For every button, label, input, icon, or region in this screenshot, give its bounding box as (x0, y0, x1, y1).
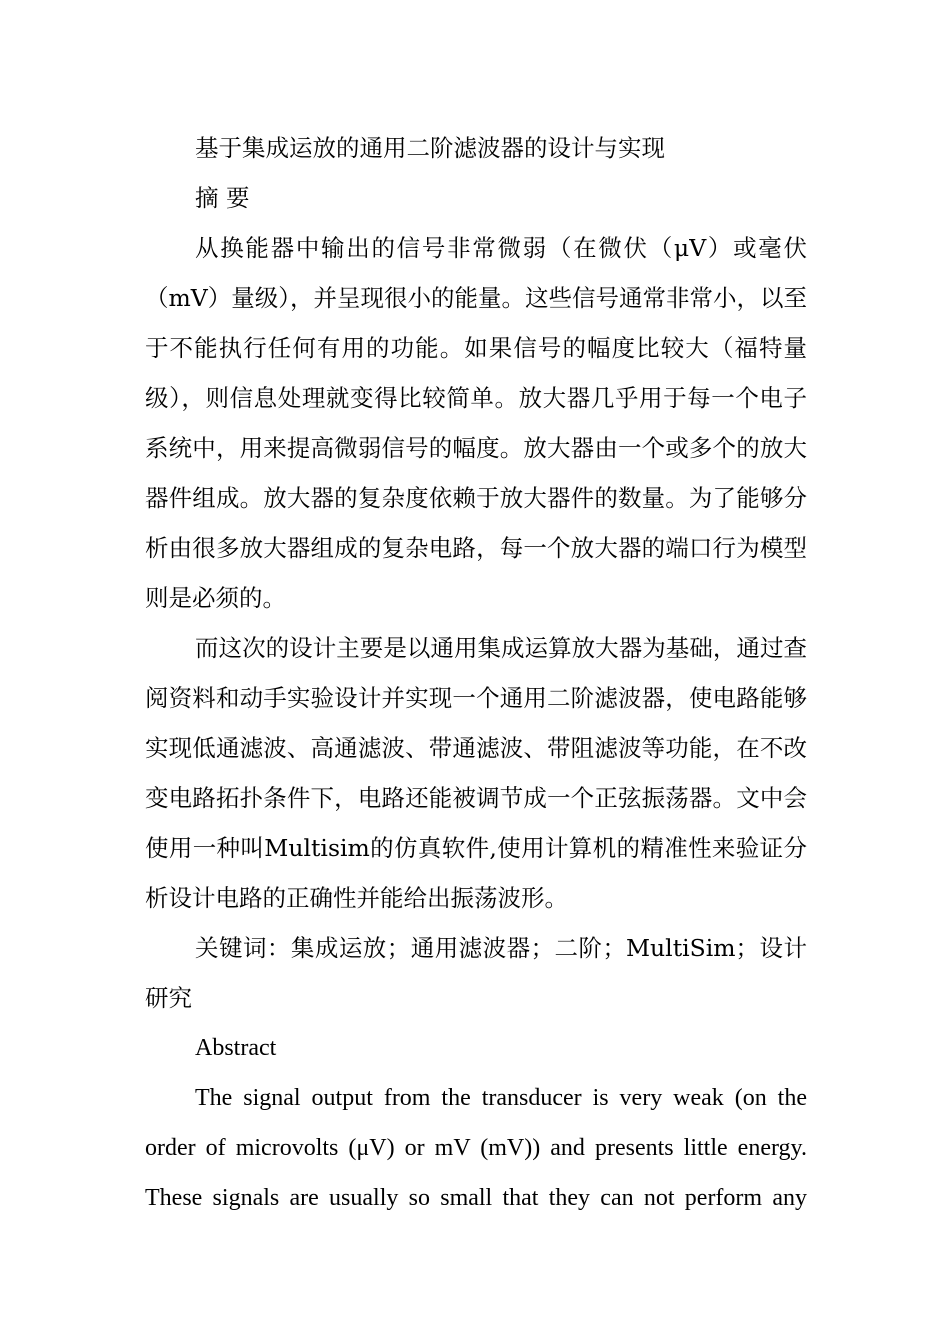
document-title: 基于集成运放的通用二阶滤波器的设计与实现 (195, 134, 665, 162)
english-abstract-heading: Abstract (195, 1035, 277, 1061)
abstract-heading: 摘 要 (195, 184, 250, 212)
abstract-paragraph-2: 而这次的设计主要是以通用集成运算放大器为基础，通过查阅资料和动手实验设计并实现一个通用二阶滤波器，使电路能够实现低通滤波、高通滤波、带通滤波、带阻滤波等功能，在不改变电路拓扑条件下，电路还能被调节成一个正弦振荡器。文中会使用一种叫Multisim的仿真软件,使用计算机的精准性来验证分析设计电路的正确性并能给出振荡波形。 (145, 634, 807, 912)
abstract-paragraph-1: 从换能器中输出的信号非常微弱（在微伏（μV）或毫伏（mV）量级），并呈现很小的能量。这些信号通常非常小，以至于不能执行任何有用的功能。如果信号的幅度比较大（福特量级），则信息处理就变得比较简单。放大器几乎用于每一个电子系统中，用来提高微弱信号的幅度。放大器由一个或多个的放大器件组成。放大器的复杂度依赖于放大器件的数量。为了能够分析由很多放大器组成的复杂电路，每一个放大器的端口行为模型则是必须的。 (145, 234, 808, 612)
english-abstract-paragraph: The signal output from the transducer is very weak (on the order of microvolts (μV) or mV (mV)) and presents little energy. These signals are usually so small that they can not perform any (145, 1085, 807, 1211)
keywords-line: 关键词：集成运放；通用滤波器；二阶；MultiSim；设计研究 (145, 934, 807, 1012)
document-body (145, 123, 807, 1223)
